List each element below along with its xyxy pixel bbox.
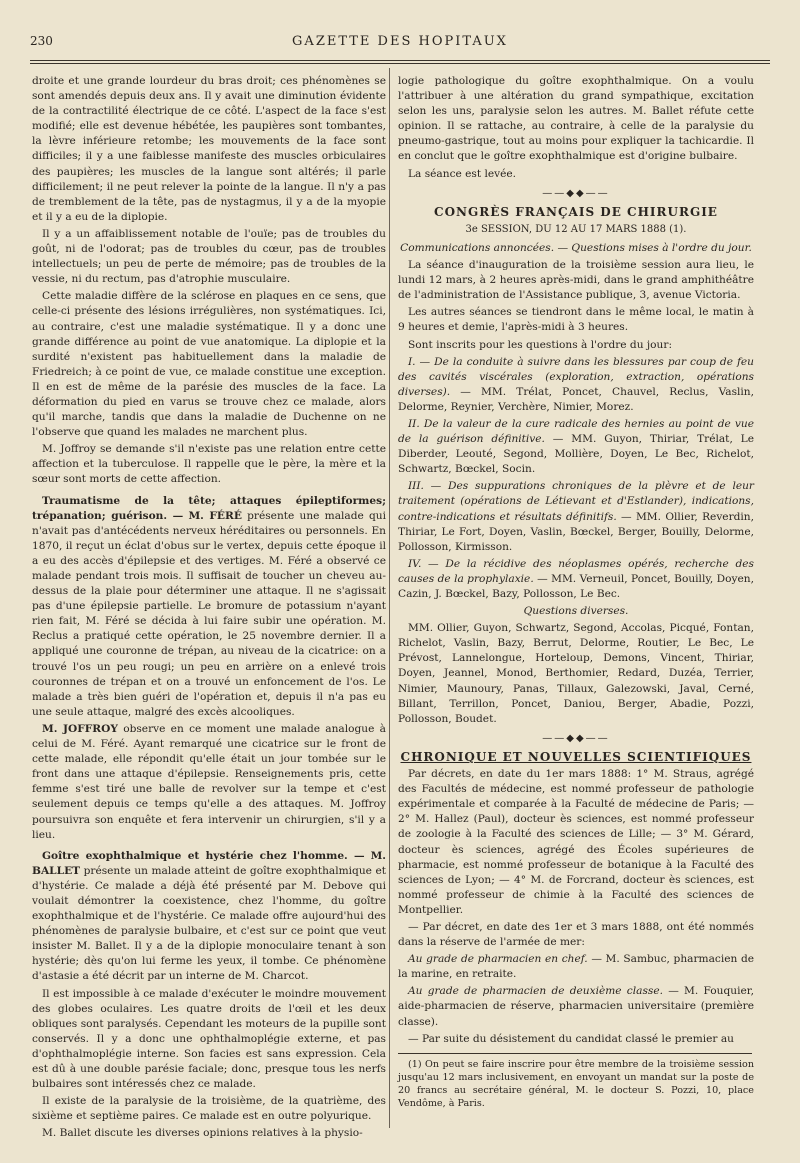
paragraph	[32, 722, 386, 843]
question-names: — MM. Ollier, Reverdin, Thiriar, Le Fort, Doyen, Vaslin, Bœckel, Berger, Bouilly, Delorme, Pollosson, Kirmisson.	[398, 510, 754, 553]
paragraph: MM. Ollier, Guyon, Schwartz, Segond, Accolas, Picqué, Fontan, Richelot, Vaslin, Bazy, Berrut, Delorme, Routier, Le Bec, Le Prévost, Lannelongue, Horteloup, Demons, Vincent, Thiriar, Doyen, Jeannel, Monod, Berthomier, Redard, Duzéa, Terrier, Nimier, Maunoury, Panas, Tillaux, Galezowski, Javal, Cerné, Billant, Terrillon, Poncet, Daniou, Berger, Abadie, Pozzi, Pollosson, Boudet.	[398, 622, 754, 725]
questions-diverses-heading: Questions diverses.	[523, 605, 629, 618]
question-title: I. — De la conduite à suivre dans les blessures par coup de feu des cavités viscérales (exploration, extraction, opérations diverses).	[398, 355, 754, 398]
footnote: (1) On peut se faire inscrire pour être membre de la troisième session jusqu'au 12 mars inclusivement, en envoyant un mandat sur la poste de 20 francs au secrétaire général, M. le docteur S. Pozzi, 10, place Vendôme, à Paris.	[398, 1058, 754, 1109]
paragraph: La séance d'inauguration de la troisième session aura lieu, le lundi 12 mars, à 2 heures après-midi, dans le grand amphithéâtre de l'administration de l'Assistance publique, 3, avenue Victoria.	[398, 259, 754, 302]
paragraph	[398, 984, 754, 1029]
separator-ornament: ——◆◆——	[542, 732, 610, 744]
header-rule-top	[30, 60, 770, 61]
question-names: — MM. Trélat, Poncet, Chauvel, Reclus, Vaslin, Delorme, Reynier, Verchère, Nimier, Morez.	[398, 385, 754, 413]
paragraph: Cette maladie diffère de la sclérose en plaques en ce sens, que celle-ci présente des lésions irrégulières, non systématiques. Ici, au contraire, c'est une maladie systématique. Il y a donc une grande différence au point de vue anatomique. La diplopie et la surdité n'existent pas habituellement dans la maladie de Friedreich; à ce point de vue, ce malade constitue une exception. Il en est de même de la parésie des muscles de la face. La déformation du pied en varus se trouve chez ce malade, alors qu'il marche, tandis que dans la maladie de Duchenne on ne l'observe que quand les malades ne marchent plus.	[32, 290, 386, 439]
footnote-rule	[398, 1053, 752, 1054]
paragraph-text: présente une malade qui n'avait pas d'antécédents nerveux héréditaires ou personnels. En 1870, il reçut un éclat d'obus sur le vertex, depuis cette époque il a eu des accès d'épilepsie et des vertiges. M. Féré a observé ce malade pendant trois mois. Il suffisait de toucher un cheveu au-dessus de la plaie pour déterminer une attaque. Il ne s'agissait pas d'une épilepsie partielle. Le bromure de potassium n'ayant rien fait, M. Féré se décida à lui faire subir une opération. M. Reclus a pratiqué cette opération, le 25 novembre dernier. Il a appliqué une couronne de trépan, au niveau de la cicatrice: on a trouvé l'os un peu rougi; un peu en arrière on a enlevé trois couronnes de trépan et on a trouvé un enfoncement de l'os. Le malade a très bien guéri de l'opération et, depuis il n'a pas eu une seule attaque, malgré des excès alcooliques.	[32, 509, 386, 718]
paragraph-text: observe en ce moment une malade analogue à celui de M. Féré. Ayant remarqué une cicatrice sur le front de cette malade, elle répondit qu'elle était un jour tombée sur le front dans une attaque d'épilepsie. Renseignements pris, cette femme s'est tiré une balle de revolver sur la tempe et c'est seulement depuis ce temps qu'elle a des attaques. M. Joffroy poursuivra son enquête et fera intervenir un chirurgien, s'il y a lieu.	[32, 722, 386, 841]
question-names: — MM. Verneuil, Poncet, Bouilly, Doyen, Cazin, J. Bœckel, Bazy, Pollosson, Le Bec.	[398, 572, 754, 600]
paragraph: Par décrets, en date du 1er mars 1888: 1° M. Straus, agrégé des Facultés de médecine, est nommé professeur de pathologie expérimentale et comparée à la Faculté de médecine de Paris; — 2° M. Hallez (Paul), docteur ès sciences, est nommé professeur de zoologie à la Faculté des sciences de Lille; — 3° M. Gérard, docteur ès sciences, agrégé des Écoles supérieures de pharmacie, est nommé professeur de botanique à la Faculté des sciences de Lyon; — 4° M. de Forcrand, docteur ès sciences, est nommé professeur de chimie à la Faculté des sciences de Montpellier.	[398, 768, 754, 916]
page-number: 230	[30, 34, 53, 48]
question-title: II. De la valeur de la cure radicale des hernies au point de vue de la guérison définitive.	[398, 417, 754, 446]
paragraph-text: — M. Fouquier, aide-pharmacien de réserve, pharmacien universitaire (première classe).	[398, 985, 755, 1028]
paragraph: droite et une grande lourdeur du bras droit; ces phénomènes se sont amendés depuis deux ans. Il y avait une diminution évidente de la contractilité électrique de ce côté. L'aspect de la face s'est modifié; elle est devenue hébétée, les paupières sont tombantes, la lèvre inférieure retombe; les mouvements de la face sont difficiles; il y a une faiblesse manifeste des muscles orbiculaires des paupières; les muscles de la langue sont altérés; il parle difficilement; il ne peut relever la pointe de la langue. Il n'y a pas de tremblement de la tête, pas de nystagmus, il y a de la myopie et il y a eu de la diplopie.	[32, 75, 386, 223]
paragraph: M. Joffroy se demande s'il n'existe pas une relation entre cette affection et la tuberculose. Il rappelle que le père, la mère et la sœur sont morts de cette affection.	[32, 443, 386, 486]
paragraph: Il y a un affaiblissement notable de l'ouïe; pas de troubles du goût, ni de l'odorat; pas de troubles du cœur, pas de troubles intellectuels; un peu de perte de mémoire; pas de troubles de la vessie, ni du rectum, pas d'atrophie musculaire.	[32, 227, 386, 286]
grade-title: Au grade de pharmacien de deuxième classe.	[408, 985, 663, 998]
author-name: M. JOFFROY	[42, 722, 118, 735]
paragraph: La séance est levée.	[408, 167, 517, 180]
paragraph: Les autres séances se tiendront dans le même local, le matin à 9 heures et demie, l'après-midi à 3 heures.	[398, 306, 754, 334]
paragraph-text: — M. Sambuc, pharmacien de la marine, en retraite.	[398, 953, 754, 981]
question-item	[398, 355, 754, 415]
section-subtitle: 3e SESSION, DU 12 AU 17 MARS 1888 (1).	[465, 223, 687, 235]
separator-ornament: ——◆◆——	[542, 187, 610, 199]
paragraph	[32, 494, 386, 720]
running-title: GAZETTE DES HOPITAUX	[292, 34, 508, 49]
paragraph: — Par suite du désistement du candidat classé le premier au	[408, 1032, 734, 1045]
question-item	[398, 479, 754, 554]
paragraph: Sont inscrits pour les questions à l'ordre du jour:	[408, 338, 673, 351]
paragraph: Il existe de la paralysie de la troisième, de la quatrième, des sixième et septième paires. Ce malade est en outre polyurique.	[32, 1095, 386, 1123]
section-title-chronique: CHRONIQUE ET NOUVELLES SCIENTIFIQUES	[400, 749, 752, 764]
author-name: M. BALLET	[32, 849, 386, 877]
page-header	[30, 34, 770, 54]
paragraph: Il est impossible à ce malade d'exécuter le moindre mouvement des globes oculaires. Les quatre droits de l'œil et les deux obliques sont paralysés. Cependant les moteurs de la pupille sont conservés. Il y a donc une ophthalmoplégie externe, et pas d'ophthalmoplégie interne. Son facies est sans expression. Cela est dû à une double parésie faciale; donc, presque tous les nerfs bulbaires sont intéressés chez ce malade.	[32, 987, 386, 1091]
paragraph: — Par décret, en date des 1er et 3 mars 1888, ont été nommés dans la réserve de l'armée de mer:	[398, 920, 754, 949]
column-divider	[389, 68, 390, 1128]
section-title-congres: CONGRÈS FRANÇAIS DE CHIRURGIE	[434, 204, 718, 219]
paragraph	[398, 952, 754, 982]
question-title: III. — Des suppurations chroniques de la plèvre et de leur traitement (opérations de Létievant et d'Estlander), indications, contre-indications et résultats définitifs.	[398, 480, 754, 523]
paragraph: M. Ballet discute les diverses opinions relatives à la physio-	[42, 1127, 363, 1140]
question-names: — MM. Guyon, Thiriar, Trélat, Le Diberder, Leouté, Segond, Mollière, Doyen, Le Bec, Richelot, Schwartz, Bœckel, Socin.	[398, 433, 754, 476]
paragraph	[32, 849, 386, 985]
right-column	[398, 74, 754, 1112]
grade-title: Au grade de pharmacien en chef.	[408, 953, 588, 966]
question-item	[398, 557, 754, 602]
header-rule-bottom	[30, 63, 770, 64]
rubric-title: Goître exophthalmique et hystérie chez l'homme. —	[42, 849, 365, 862]
paragraph-text: présente un malade atteint de goître exophthalmique et d'hystérie. Ce malade a déjà été présenté par M. Debove qui voulait démontrer la coexistence, chez l'homme, du goître exophthalmique et de l'hystérie. Ce malade offre aujourd'hui des phénomènes de paralysie bulbaire, et c'est sur ce point que veut insister M. Ballet. Il y a de la diplopie monoculaire tenant à son hystérie; dès qu'on lui ferme les yeux, il tombe. Ce phénomène d'astasie a été décrit par un interne de M. Charcot.	[32, 864, 386, 983]
rubric-title: Traumatisme de la tête; attaques épileptiformes; trépanation; guérison. —	[32, 494, 386, 522]
paragraph: logie pathologique du goître exophthalmique. On a voulu l'attribuer à une altération du grand sympathique, excitation selon les uns, paralysie selon les autres. M. Ballet réfute cette opinion. Il se rattache, au contraire, à celle de la paralysie du pneumo-gastrique, tout au moins pour expliquer la tachicardie. Il en conclut que le goître exophthalmique est d'origine bulbaire.	[398, 75, 754, 163]
left-column	[32, 74, 386, 1143]
communications-heading: Communications annoncées. — Questions mises à l'ordre du jour.	[400, 241, 752, 254]
question-title: IV. — De la récidive des néoplasmes opérés, recherche des causes de la prophylaxie.	[398, 557, 754, 585]
author-name: M. FÉRÉ	[188, 509, 242, 522]
question-item	[398, 417, 754, 477]
